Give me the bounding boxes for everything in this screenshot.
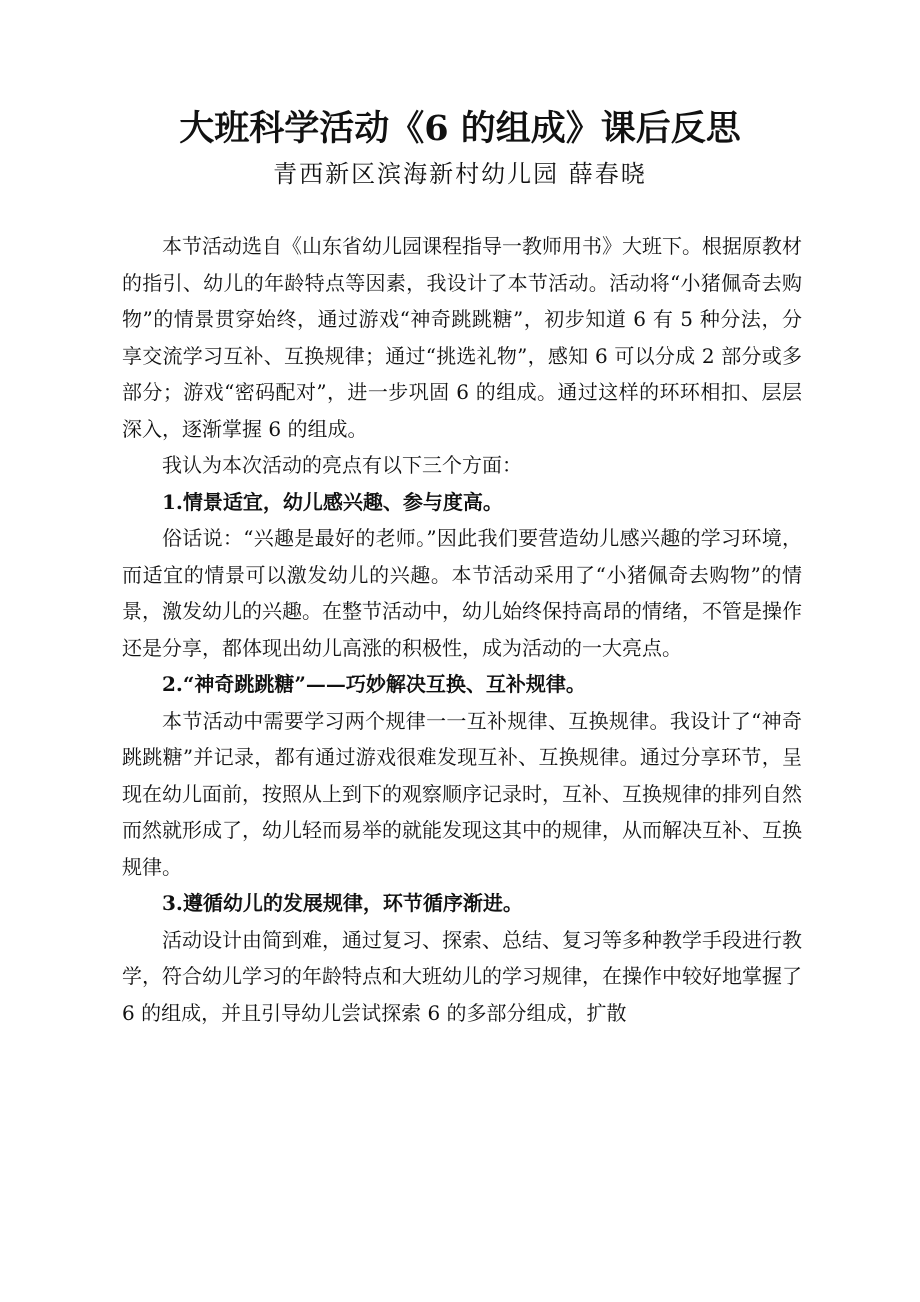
author-line: 青西新区滨海新村幼儿园 薛春晓 bbox=[273, 160, 647, 188]
paragraph-intro: 本节活动选自《山东省幼儿园课程指导一教师用书》大班下。根据原教材的指引、幼儿的年龄特点等因素，我设计了本节活动。活动将“小猪佩奇去购物”的情景贯穿始终，通过游戏“神奇跳跳糖”，初步知道 6 有 5 种分法，分享交流学习互补、互换规律；通过“挑选礼物”，感知 6 可以分成 2 部分或多部分；游戏“密码配对”，进一步巩固 6 的组成。通过这样的环环相扣、层层深入，逐渐掌握 6 的组成。 bbox=[122, 234, 802, 441]
paragraph-highlights-lead: 我认为本次活动的亮点有以下三个方面： bbox=[162, 453, 522, 477]
document-body bbox=[122, 228, 802, 1031]
paragraph-section-3: 活动设计由简到难，通过复习、探索、总结、复习等多种教学手段进行教学，符合幼儿学习的年龄特点和大班幼儿的学习规律，在操作中较好地掌握了 6 的组成，并且引导幼儿尝试探索 6 的多部分组成，扩散 bbox=[122, 927, 802, 1025]
document-title: 大班科学活动《6 的组成》课后反思 bbox=[179, 108, 741, 149]
paragraph-section-1: 俗话说：“兴趣是最好的老师。”因此我们要营造幼儿感兴趣的学习环境，而适宜的情景可以激发幼儿的兴趣。本节活动采用了“小猪佩奇去购物”的情景，激发幼儿的兴趣。在整节活动中，幼儿始终保持高昂的情绪，不管是操作还是分享，都体现出幼儿高涨的积极性，成为活动的一大亮点。 bbox=[122, 526, 802, 660]
section-heading-1: 1.情景适宜，幼儿感兴趣、参与度高。 bbox=[162, 489, 503, 514]
section-heading-2: 2.“神奇跳跳糖”——巧妙解决互换、互补规律。 bbox=[162, 672, 586, 696]
section-heading-3: 3.遵循幼儿的发展规律，环节循序渐进。 bbox=[162, 891, 523, 915]
paragraph-section-2: 本节活动中需要学习两个规律一一互补规律、互换规律。我设计了“神奇跳跳糖”并记录，都有通过游戏很难发现互补、互换规律。通过分享环节，呈现在幼儿面前，按照从上到下的观察顺序记录时，互补、互换规律的排列自然而然就形成了，幼儿轻而易举的就能发现这其中的规律，从而解决互补、互换规律。 bbox=[122, 708, 802, 879]
